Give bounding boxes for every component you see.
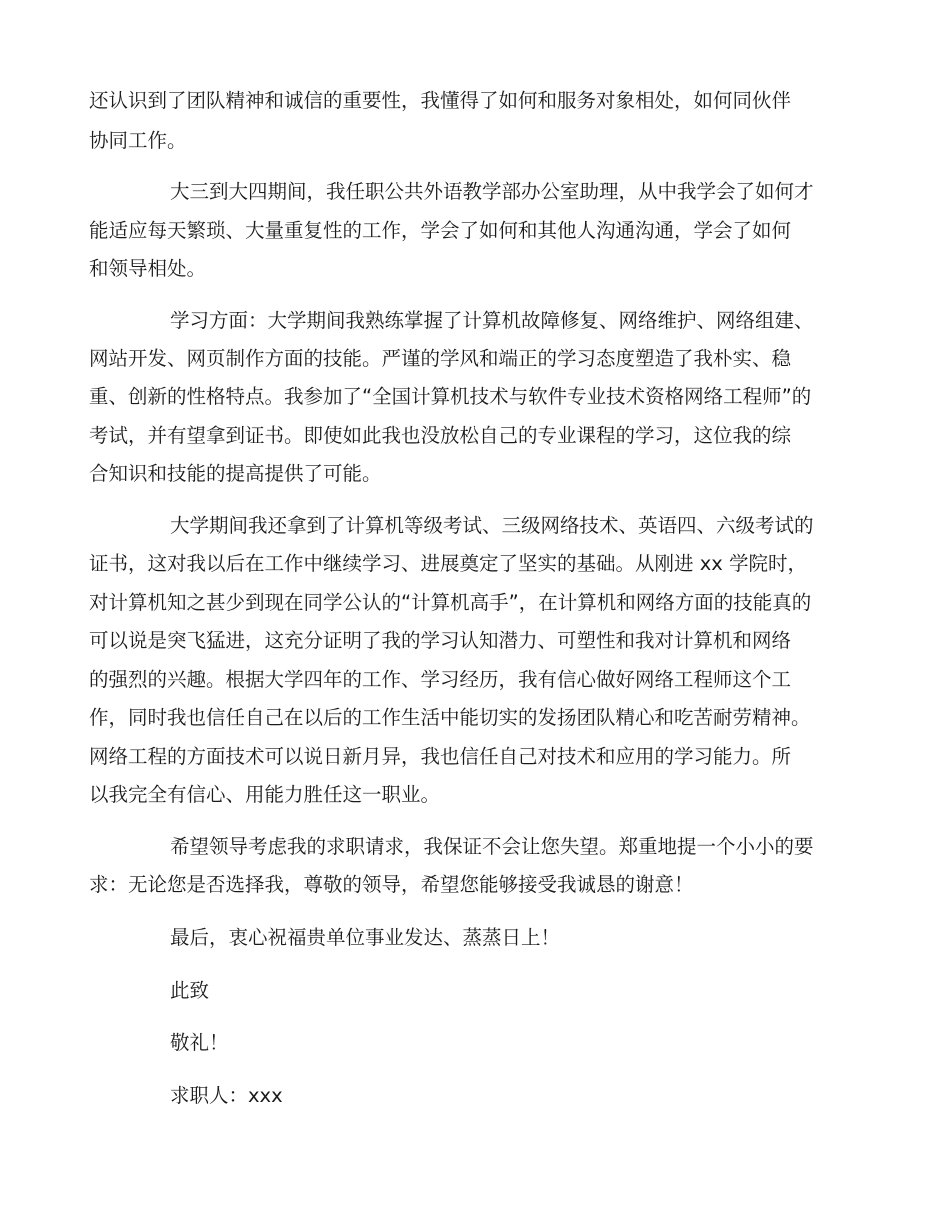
text-line: 的强烈的兴趣。根据大学四年的工作、学习经历，我有信心做好网络工程师这个工 xyxy=(89,668,792,691)
text-line: 证书，这对我以后在工作中继续学习、进展奠定了坚实的基础。从刚进 xx 学院时， xyxy=(89,552,807,575)
text-line: 合知识和技能的提高提供了可能。 xyxy=(89,462,382,485)
salutation-line: 敬礼！ xyxy=(170,1031,229,1054)
text-line: 还认识到了团队精神和诚信的重要性，我懂得了如何和服务对象相处，如何同伙伴 xyxy=(89,89,792,112)
text-line: 可以说是突飞猛进，这充分证明了我的学习认知潜力、可塑性和我对计算机和网络 xyxy=(89,629,792,652)
text-line: 对计算机知之甚少到现在同学公认的“计算机高手”，在计算机和网络方面的技能真的 xyxy=(89,591,812,614)
closing-line: 最后，衷心祝福贵单位事业发达、蒸蒸日上！ xyxy=(170,926,561,949)
text-line: 作，同时我也信任自己在以后的工作生活中能切实的发扬团队精心和吃苦耐劳精神。 xyxy=(89,706,811,729)
text-line: 和领导相处。 xyxy=(89,257,207,280)
text-line: 学习方面：大学期间我熟练掌握了计算机故障修复、网络维护、网络组建、 xyxy=(170,309,814,332)
text-line: 大三到大四期间，我任职公共外语教学部办公室助理，从中我学会了如何才 xyxy=(170,180,814,203)
text-line: 重、创新的性格特点。我参加了“全国计算机技术与软件专业技术资格网络工程师”的 xyxy=(89,385,812,408)
text-line: 求：无论您是否选择我，尊敬的领导，希望您能够接受我诚恳的谢意！ xyxy=(89,873,694,896)
text-line: 以我完全有信心、用能力胜任这一职业。 xyxy=(89,783,441,806)
signature-line: 求职人：xxx xyxy=(170,1084,283,1107)
text-line: 大学期间我还拿到了计算机等级考试、三级网络技术、英语四、六级考试的 xyxy=(170,514,814,537)
text-line: 能适应每天繁琐、大量重复性的工作，学会了如何和其他人沟通沟通，学会了如何 xyxy=(89,219,792,242)
text-line: 网络工程的方面技术可以说日新月异，我也信任自己对技术和应用的学习能力。所 xyxy=(89,745,792,768)
text-line: 网站开发、网页制作方面的技能。严谨的学风和端正的学习态度塑造了我朴实、稳 xyxy=(89,347,792,370)
text-line: 考试，并有望拿到证书。即使如此我也没放松自己的专业课程的学习，这位我的综 xyxy=(89,424,792,447)
text-line: 希望领导考虑我的求职请求，我保证不会让您失望。郑重地提一个小小的要 xyxy=(170,835,814,858)
salutation-line: 此致 xyxy=(170,979,210,1002)
text-line: 协同工作。 xyxy=(89,129,187,152)
